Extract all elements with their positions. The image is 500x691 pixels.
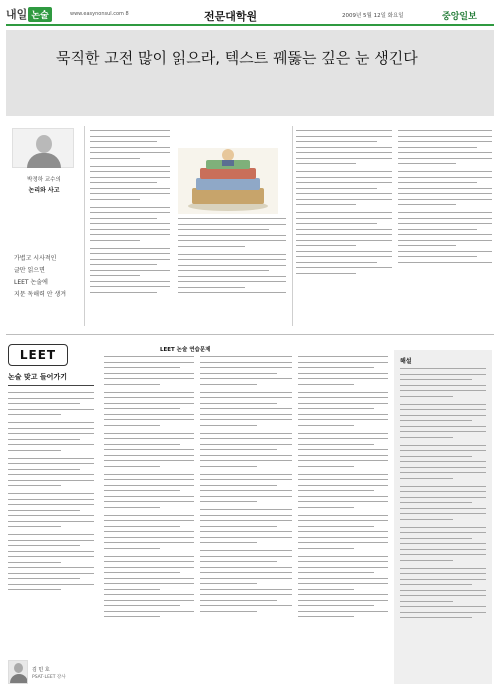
author-photo [12,128,74,168]
masthead-rule [6,24,494,26]
author-name: 박정하 교수의 [27,177,61,183]
photo-shoulder [10,674,28,684]
article-body-col-4 [398,130,492,330]
illustration-svg [178,148,278,214]
columnist-photo [8,660,28,684]
column-divider [84,126,85,326]
section-divider [6,334,494,335]
logo-left: 내일 [6,8,28,21]
photo-head [36,135,52,153]
article-illustration [178,148,278,214]
photo-head [14,663,23,673]
author-role: 논리와 사고 [28,187,60,194]
column-divider [292,126,293,326]
article-body-col-2 [178,218,286,328]
article-body-col-3 [296,130,392,330]
column-title-rule [8,385,94,386]
paper-name: 중앙일보 [442,12,477,22]
practice-question-title: LEET 논술 연습문제 [160,347,211,353]
pull-quote-line: LEET 논술에 [14,279,48,286]
question-body-col-2 [200,356,292,686]
question-body-col-1 [104,356,194,686]
issue-date: 2009년 5월 12일 화요일 [342,13,404,19]
question-body-col-3 [298,356,388,686]
article-headline: 묵직한 고전 많이 읽으라, 텍스트 꿰뚫는 깊은 눈 생긴다 [56,49,418,67]
headline-band [6,30,494,116]
masthead [6,7,494,23]
author-sidebar [10,128,78,328]
site-url[interactable]: www.easynonsul.com 8 [70,11,129,17]
answer-commentary-box [394,350,492,684]
columnist-affiliation: PSAT·LEET 강사 [32,675,66,680]
leet-badge [8,344,68,366]
column-title: 논술 맞고 들어가기 [8,373,67,381]
answer-title: 해설 [400,358,412,365]
section-title: 전문대학원 [204,10,258,23]
column-body [8,392,94,654]
pull-quote [14,253,78,301]
logo-right: 논술 [28,7,51,22]
columnist-name: 김 민 호 [32,667,50,673]
pull-quote-line: 지문 독해력 안 생겨 [14,291,67,298]
pull-quote-line: 가볍고 시사적인 [14,255,57,262]
answer-body [400,368,486,678]
pull-quote-line: 글만 읽으면 [14,267,45,274]
brand-logo[interactable] [6,7,52,21]
leet-badge-text: LEET [19,348,57,362]
photo-shoulder [27,153,61,168]
article-body-col-1 [90,130,170,330]
